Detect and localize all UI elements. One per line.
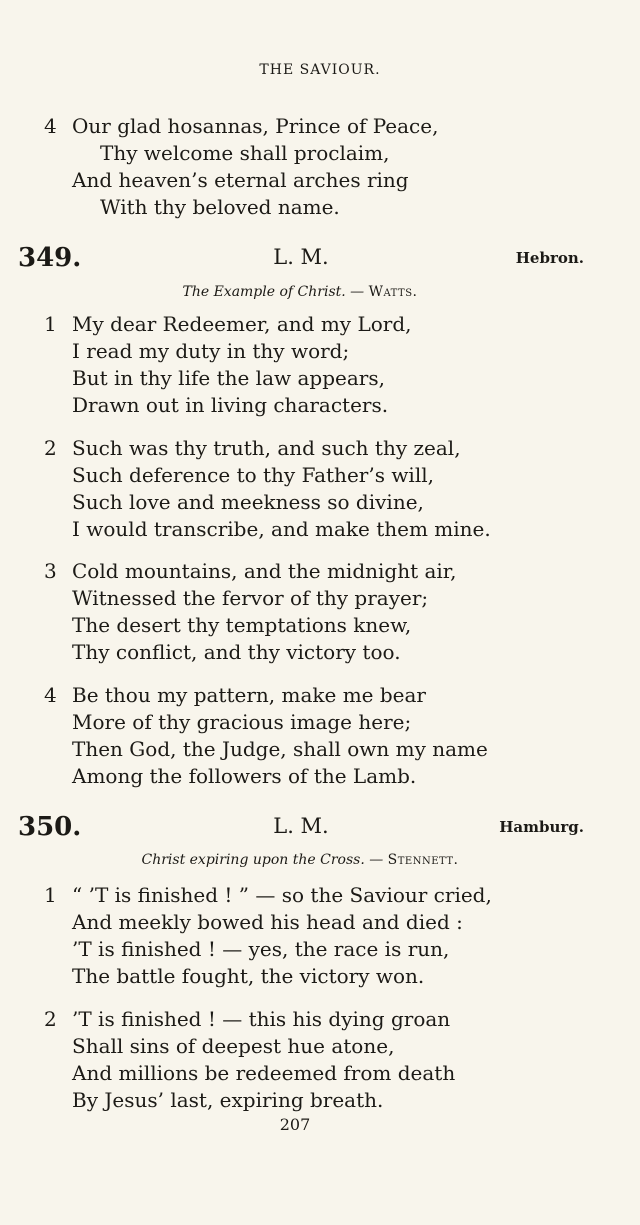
- hymn-349-header: [18, 243, 584, 273]
- verse-text: Our glad hosannas, Prince of Peace,: [72, 114, 439, 138]
- hymn-meter: L. M.: [273, 814, 329, 838]
- hymn-350-stanza-2: [44, 1006, 455, 1114]
- hymn-title: Christ expiring upon the Cross. —: [141, 852, 384, 868]
- verse-line: [44, 1006, 455, 1033]
- verse-line: Thy welcome shall proclaim,: [100, 141, 390, 165]
- hymn-350-subtitle: [0, 852, 600, 868]
- verse-line: More of thy gracious image here;: [72, 710, 412, 734]
- verse-line: Such love and meekness so divine,: [72, 490, 424, 514]
- verse-text: Be thou my pattern, make me bear: [72, 683, 426, 707]
- tune-name: Hamburg.: [499, 818, 584, 836]
- verse-line: Witnessed the fervor of thy prayer;: [72, 586, 429, 610]
- verse-line: ’T is finished ! — yes, the race is run,: [72, 937, 450, 961]
- running-head: THE SAVIOUR.: [259, 62, 381, 78]
- hymn-350-stanza-1: [44, 882, 492, 990]
- hymn-349-subtitle: [0, 284, 600, 300]
- verse-line: Shall sins of deepest hue atone,: [72, 1034, 395, 1058]
- verse-line: With thy beloved name.: [100, 195, 340, 219]
- hymn-meter: L. M.: [273, 245, 329, 269]
- stanza-number: 1: [44, 883, 57, 907]
- stanza-number: 1: [44, 312, 57, 336]
- hymn-350-header: [18, 812, 584, 842]
- hymn-title: The Example of Christ. —: [182, 284, 365, 300]
- verse-text: Such was thy truth, and such thy zeal,: [72, 436, 461, 460]
- prev-hymn-stanza-4: [44, 113, 438, 221]
- verse-line: By Jesus’ last, expiring breath.: [72, 1088, 384, 1112]
- hymn-author: Stennett.: [387, 852, 459, 868]
- verse-line: And millions be redeemed from death: [72, 1061, 456, 1085]
- verse-line: The battle fought, the victory won.: [72, 964, 425, 988]
- verse-text: Cold mountains, and the midnight air,: [72, 559, 457, 583]
- verse-line: [44, 311, 412, 338]
- verse-line: Among the followers of the Lamb.: [72, 764, 417, 788]
- hymn-349-stanza-1: [44, 311, 412, 419]
- verse-line: [44, 882, 492, 909]
- tune-name: Hebron.: [515, 249, 584, 267]
- verse-text: “ ’T is finished ! ” — so the Saviour cried,: [72, 883, 492, 907]
- stanza-number: 3: [44, 559, 57, 583]
- stanza-number: 4: [44, 683, 57, 707]
- hymn-number: 349.: [18, 243, 82, 273]
- verse-line: The desert thy temptations knew,: [72, 613, 412, 637]
- verse-line: And heaven’s eternal arches ring: [72, 168, 409, 192]
- verse-line: Such deference to thy Father’s will,: [72, 463, 434, 487]
- verse-text: My dear Redeemer, and my Lord,: [72, 312, 412, 336]
- verse-line: And meekly bowed his head and died :: [72, 910, 463, 934]
- stanza-number: 2: [44, 1007, 57, 1031]
- verse-line: I would transcribe, and make them mine.: [72, 517, 491, 541]
- verse-line: But in thy life the law appears,: [72, 366, 385, 390]
- hymn-349-stanza-3: [44, 558, 457, 666]
- verse-line: I read my duty in thy word;: [72, 339, 350, 363]
- hymn-349-stanza-2: [44, 435, 491, 543]
- verse-line: Then God, the Judge, shall own my name: [72, 737, 488, 761]
- verse-line: Drawn out in living characters.: [72, 393, 389, 417]
- stanza-number: 4: [44, 114, 57, 138]
- verse-line: [44, 558, 457, 585]
- verse-line: [44, 435, 491, 462]
- stanza-number: 2: [44, 436, 57, 460]
- verse-line: Thy conflict, and thy victory too.: [72, 640, 401, 664]
- hymn-number: 350.: [18, 812, 82, 842]
- verse-line: [44, 113, 438, 140]
- hymn-349-stanza-4: [44, 682, 488, 790]
- page-number: 207: [279, 1115, 311, 1134]
- hymn-author: Watts.: [368, 284, 418, 300]
- verse-line: [44, 682, 488, 709]
- verse-text: ’T is finished ! — this his dying groan: [72, 1007, 451, 1031]
